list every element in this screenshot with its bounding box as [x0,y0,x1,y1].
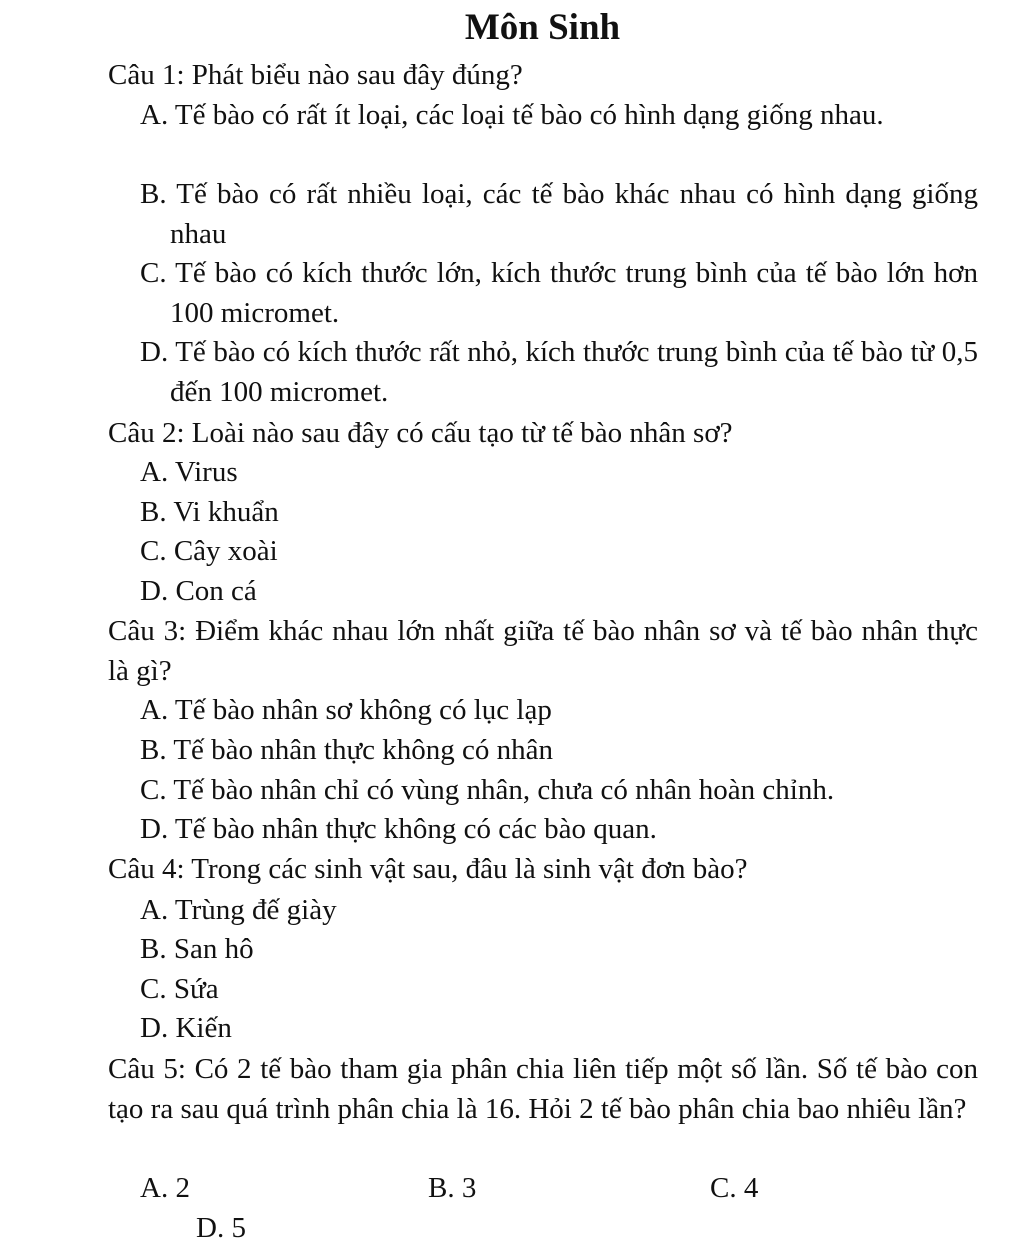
question-2-option-d: D. Con cá [140,575,257,607]
question-3-option-d: D. Tế bào nhân thực không có các bào quan. [140,813,657,845]
question-4-option-c: C. Sứa [140,973,219,1005]
question-5-option-b: B. 3 [428,1172,477,1204]
question-2-option-b: B. Vi khuẩn [140,496,279,528]
question-3-option-c: C. Tế bào nhân chỉ có vùng nhân, chưa có nhân hoàn chỉnh. [140,774,835,806]
question-5-option-c: C. 4 [710,1172,759,1204]
question-4-option-a: A. Trùng đế giày [140,894,337,926]
question-3: Câu 3: Điểm khác nhau lớn nhất giữa tế bào nhân sơ và tế bào nhân thực là gì? [108,615,978,687]
question-1-option-c: C. Tế bào có kích thước lớn, kích thước trung bình của tế bào lớn hơn 100 micromet. [140,257,978,329]
question-2: Câu 2: Loài nào sau đây có cấu tạo từ tế bào nhân sơ? [108,417,733,449]
question-4-option-d: D. Kiến [140,1012,232,1044]
question-2-option-a: A. Virus [140,456,238,488]
question-1: Câu 1: Phát biểu nào sau đây đúng? [108,59,523,91]
question-5-option-a: A. 2 [140,1172,190,1204]
question-4: Câu 4: Trong các sinh vật sau, đâu là sinh vật đơn bào? [108,853,748,885]
question-1-option-b: B. Tế bào có rất nhiều loại, các tế bào khác nhau có hình dạng giống nhau [140,178,978,250]
page-title: Môn Sinh [464,7,621,48]
question-5-option-d: D. 5 [196,1212,246,1244]
question-3-option-a: A. Tế bào nhân sơ không có lục lạp [140,694,552,726]
question-1-option-d: D. Tế bào có kích thước rất nhỏ, kích thước trung bình của tế bào từ 0,5 đến 100 micromet. [140,336,978,408]
question-3-option-b: B. Tế bào nhân thực không có nhân [140,734,554,766]
question-4-option-b: B. San hô [140,933,254,965]
question-5: Câu 5: Có 2 tế bào tham gia phân chia liên tiếp một số lần. Số tế bào con tạo ra sau quá trình phân chia là 16. Hỏi 2 tế bào phân chia bao nhiêu lần? [108,1053,978,1125]
question-1-option-a: A. Tế bào có rất ít loại, các loại tế bào có hình dạng giống nhau. [140,99,884,131]
question-2-option-c: C. Cây xoài [140,535,278,567]
